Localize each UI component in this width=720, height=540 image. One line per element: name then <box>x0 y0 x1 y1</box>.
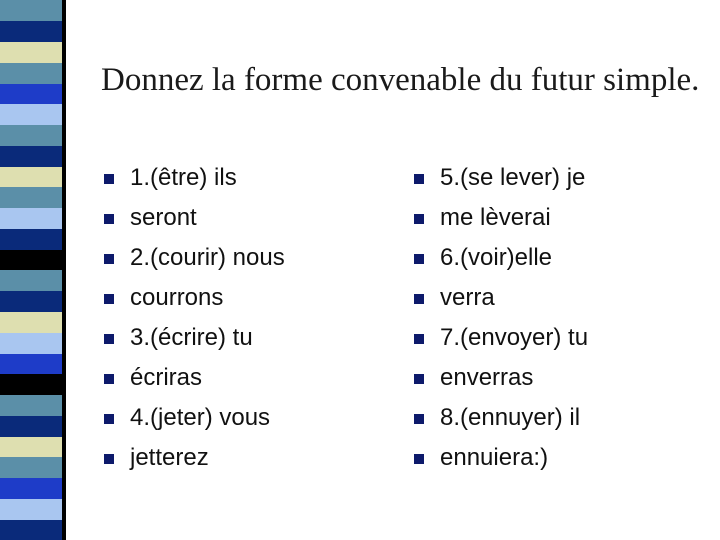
list-item <box>104 158 285 198</box>
list-item <box>414 158 588 198</box>
list-item-text: me lèverai <box>440 204 551 231</box>
list-item <box>104 438 285 478</box>
square-bullet-icon <box>414 174 424 184</box>
stripe-block <box>0 228 62 249</box>
stripe-block <box>0 125 62 146</box>
stripe-divider-line <box>62 0 66 540</box>
list-item <box>104 278 285 318</box>
square-bullet-icon <box>414 454 424 464</box>
list-item <box>414 318 588 358</box>
stripe-block <box>0 0 62 21</box>
stripe-block <box>0 83 62 104</box>
square-bullet-icon <box>414 254 424 264</box>
stripe-block <box>0 519 62 540</box>
square-bullet-icon <box>104 414 114 424</box>
list-item-text: ennuiera:) <box>440 444 549 471</box>
square-bullet-icon <box>104 254 114 264</box>
list-item <box>414 438 588 478</box>
square-bullet-icon <box>104 454 114 464</box>
list-item <box>414 238 588 278</box>
list-item <box>104 238 285 278</box>
stripe-block <box>0 436 62 457</box>
left-bullet-list <box>104 158 285 478</box>
list-item-text: 2.(courir) nous <box>130 244 285 271</box>
square-bullet-icon <box>104 294 114 304</box>
square-bullet-icon <box>414 374 424 384</box>
list-item-text: 5.(se lever) je <box>440 164 586 191</box>
stripe-block <box>0 104 62 125</box>
decorative-stripe <box>0 0 66 540</box>
list-item-text: seront <box>130 204 197 231</box>
list-item-text: 8.(ennuyer) il <box>440 404 581 431</box>
list-item-text: verra <box>440 284 495 311</box>
square-bullet-icon <box>414 334 424 344</box>
stripe-block <box>0 145 62 166</box>
list-item <box>414 278 588 318</box>
stripe-block <box>0 166 62 187</box>
stripe-block <box>0 395 62 416</box>
list-item-text: 3.(écrire) tu <box>130 324 253 351</box>
list-item-text: enverras <box>440 364 534 391</box>
stripe-block <box>0 332 62 353</box>
stripe-block <box>0 42 62 63</box>
list-item-text: courrons <box>130 284 224 311</box>
list-item-text: 7.(envoyer) tu <box>440 324 589 351</box>
stripe-block <box>0 478 62 499</box>
stripe-block <box>0 415 62 436</box>
list-item-text: écriras <box>130 364 203 391</box>
stripe-block <box>0 21 62 42</box>
stripe-block <box>0 187 62 208</box>
stripe-block <box>0 270 62 291</box>
stripe-block <box>0 208 62 229</box>
list-item <box>414 358 588 398</box>
list-item <box>104 198 285 238</box>
right-bullet-list <box>414 158 588 478</box>
stripe-block <box>0 62 62 83</box>
stripe-block <box>0 249 62 270</box>
square-bullet-icon <box>414 214 424 224</box>
stripe-block <box>0 291 62 312</box>
list-item <box>414 198 588 238</box>
square-bullet-icon <box>104 214 114 224</box>
stripe-block <box>0 353 62 374</box>
slide-title: Donnez la forme convenable du futur simple. <box>101 62 700 98</box>
list-item <box>414 398 588 438</box>
list-item <box>104 318 285 358</box>
list-item <box>104 398 285 438</box>
list-item-text: 1.(être) ils <box>130 164 237 191</box>
list-item <box>104 358 285 398</box>
list-item-text: 6.(voir)elle <box>440 244 553 271</box>
square-bullet-icon <box>104 374 114 384</box>
stripe-block <box>0 312 62 333</box>
list-item-text: 4.(jeter) vous <box>130 404 271 431</box>
list-item-text: jetterez <box>130 444 209 471</box>
square-bullet-icon <box>414 414 424 424</box>
square-bullet-icon <box>104 334 114 344</box>
stripe-block <box>0 457 62 478</box>
square-bullet-icon <box>414 294 424 304</box>
square-bullet-icon <box>104 174 114 184</box>
stripe-block <box>0 498 62 519</box>
stripe-block <box>0 374 62 395</box>
